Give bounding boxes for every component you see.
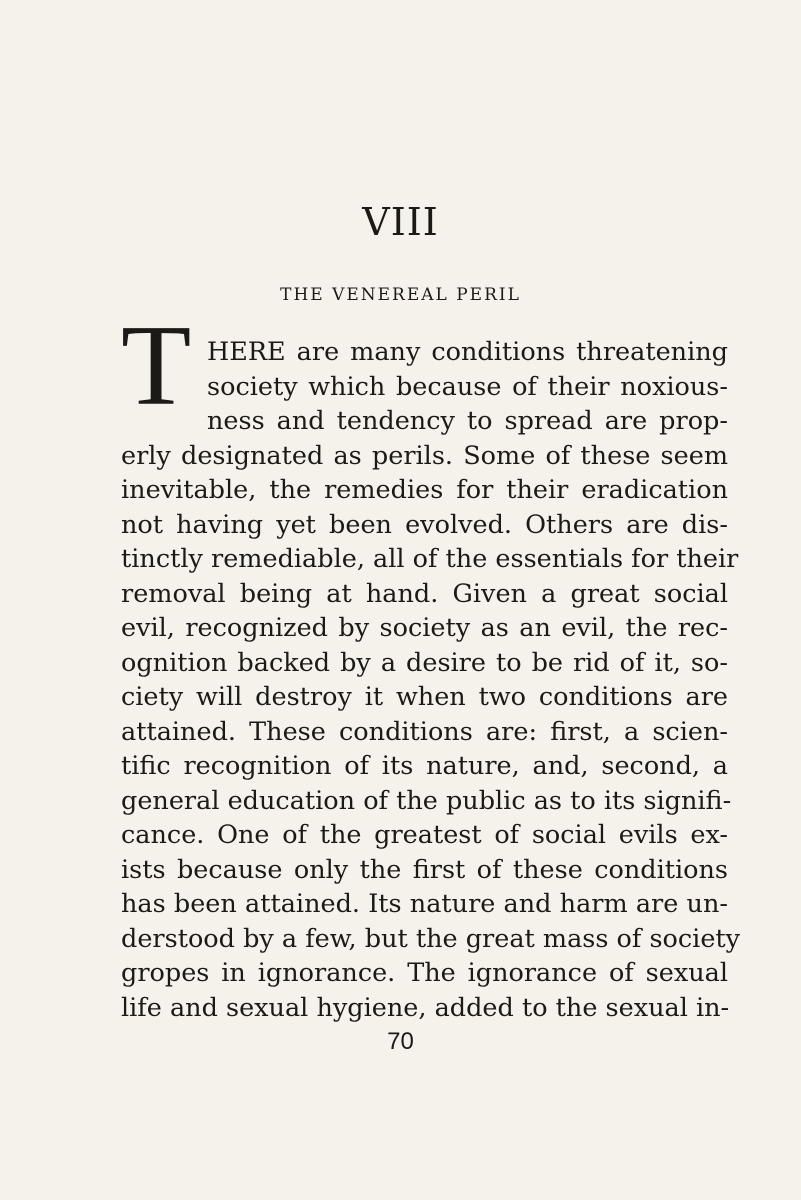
text-line: ness and tendency to spread are prop- bbox=[207, 406, 728, 436]
drop-cap: T bbox=[121, 302, 192, 429]
text-line: has been attained. Its nature and harm are un- bbox=[121, 889, 728, 919]
text-line: removal being at hand. Given a great social bbox=[121, 579, 728, 609]
text-line: inevitable, the remedies for their eradication bbox=[121, 475, 728, 505]
text-line: gropes in ignorance. The ignorance of sexual bbox=[121, 958, 728, 988]
text-line: derstood by a few, but the great mass of society bbox=[121, 924, 741, 954]
chapter-title: THE VENEREAL PERIL bbox=[280, 285, 521, 305]
text-line: not having yet been evolved. Others are dis- bbox=[121, 510, 728, 540]
text-line: erly designated as perils. Some of these seem bbox=[121, 441, 728, 471]
text-line: cance. One of the greatest of social evils ex- bbox=[121, 820, 728, 850]
text-line: life and sexual hygiene, added to the sexual in- bbox=[121, 993, 730, 1023]
text-line: society which because of their noxious- bbox=[207, 372, 728, 402]
text-line: HERE are many conditions threatening bbox=[207, 337, 728, 367]
text-line: ognition backed by a desire to be rid of it, so- bbox=[121, 648, 728, 678]
text-line: ists because only the first of these conditions bbox=[121, 855, 728, 885]
text-line: evil, recognized by society as an evil, the rec- bbox=[121, 613, 728, 643]
chapter-number: VIII bbox=[362, 200, 439, 244]
page-number: 70 bbox=[387, 1028, 414, 1055]
text-line: ciety will destroy it when two conditions are bbox=[121, 682, 728, 712]
text-line: general education of the public as to its signifi- bbox=[121, 786, 732, 816]
text-line: tific recognition of its nature, and, second, a bbox=[121, 751, 728, 781]
text-line: attained. These conditions are: first, a scien- bbox=[121, 717, 728, 747]
text-line: tinctly remediable, all of the essentials for their bbox=[121, 544, 739, 574]
